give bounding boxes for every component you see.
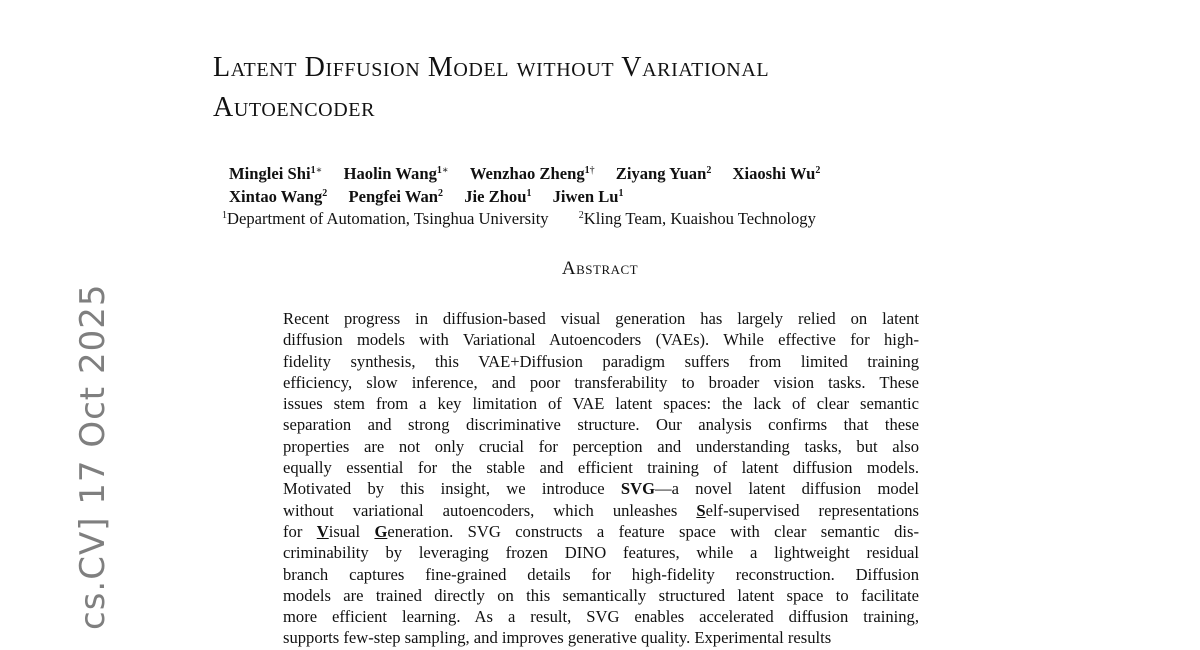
author: Wenzhao Zheng$^{1\dagger}$ [469,164,595,183]
author: Ziyang Yuan$^2$ [615,164,712,183]
author: Jiwen Lu$^1$ [552,187,624,206]
abstract-line: branch captures fine-grained details for high-fidelity reconstruction. Diffusion [283,564,919,584]
abstract-line: without variational autoencoders, which unleashes Self-supervised representations [283,500,920,520]
arxiv-stamp [21,283,113,650]
author: Minglei Shi$^{1∗}$ [229,164,323,183]
abstract-line: properties are not only crucial for perception and understanding tasks, but also [283,436,919,456]
abstract-line: models are trained directly on this semantically structured latent space to facilitate [283,585,919,605]
abstract-line: equally essential for the stable and efficient training of latent diffusion models. [283,458,919,478]
abstract-line: efficiency, slow inference, and poor transferability to broader vision tasks. These [283,372,919,392]
abstract-body [283,308,919,649]
author-row-2 [229,185,989,208]
author: Jie Zhou$^1$ [464,187,532,206]
affiliation: $^2$Kling Team, Kuaishou Technology [578,209,816,228]
abstract-line: criminability by leveraging frozen DINO features, while a lightweight residual [283,543,919,563]
abstract-line: issues stem from a key limitation of VAE latent spaces: the lack of clear semantic [283,394,919,414]
author-row-1 [229,162,989,185]
abstract-line: Motivated by this insight, we introduce SVG—a novel latent diffusion model [283,479,919,499]
abstract-line: fidelity synthesis, this VAE+Diffusion paradigm suffers from limited training [283,351,919,371]
author: Haolin Wang$^{1∗}$ [343,164,449,183]
abstract-line: supports few-step sampling, and improves generative quality. Experimental results [283,628,832,648]
author: Pengfei Wan$^2$ [348,187,444,206]
abstract-line: for Visual Generation. SVG constructs a feature space with clear semantic dis- [283,521,919,541]
abstract-line: separation and strong discriminative structure. Our analysis confirms that these [283,415,919,435]
affiliation: $^1$Department of Automation, Tsinghua University [222,209,549,228]
title-line-2: Autoencoder [213,92,376,123]
abstract-line: Recent progress in diffusion-based visual generation has largely relied on latent [283,309,919,328]
title-line-1: Latent Diffusion Model without Variational [213,52,770,83]
affiliations [222,208,1002,230]
author: Xiaoshi Wu$^2$ [732,164,821,183]
author-list [229,162,989,208]
paper-title [213,48,1033,128]
abstract-heading: Abstract [561,258,639,279]
abstract-line: more efficient learning. As a result, SVG enables accelerated diffusion training, [283,607,919,627]
abstract-line: diffusion models with Variational Autoencoders (VAEs). While effective for high- [283,330,919,350]
author: Xintao Wang$^2$ [229,187,328,206]
arxiv-stamp-text: cs.CV] 17 Oct 2025 [73,283,113,630]
